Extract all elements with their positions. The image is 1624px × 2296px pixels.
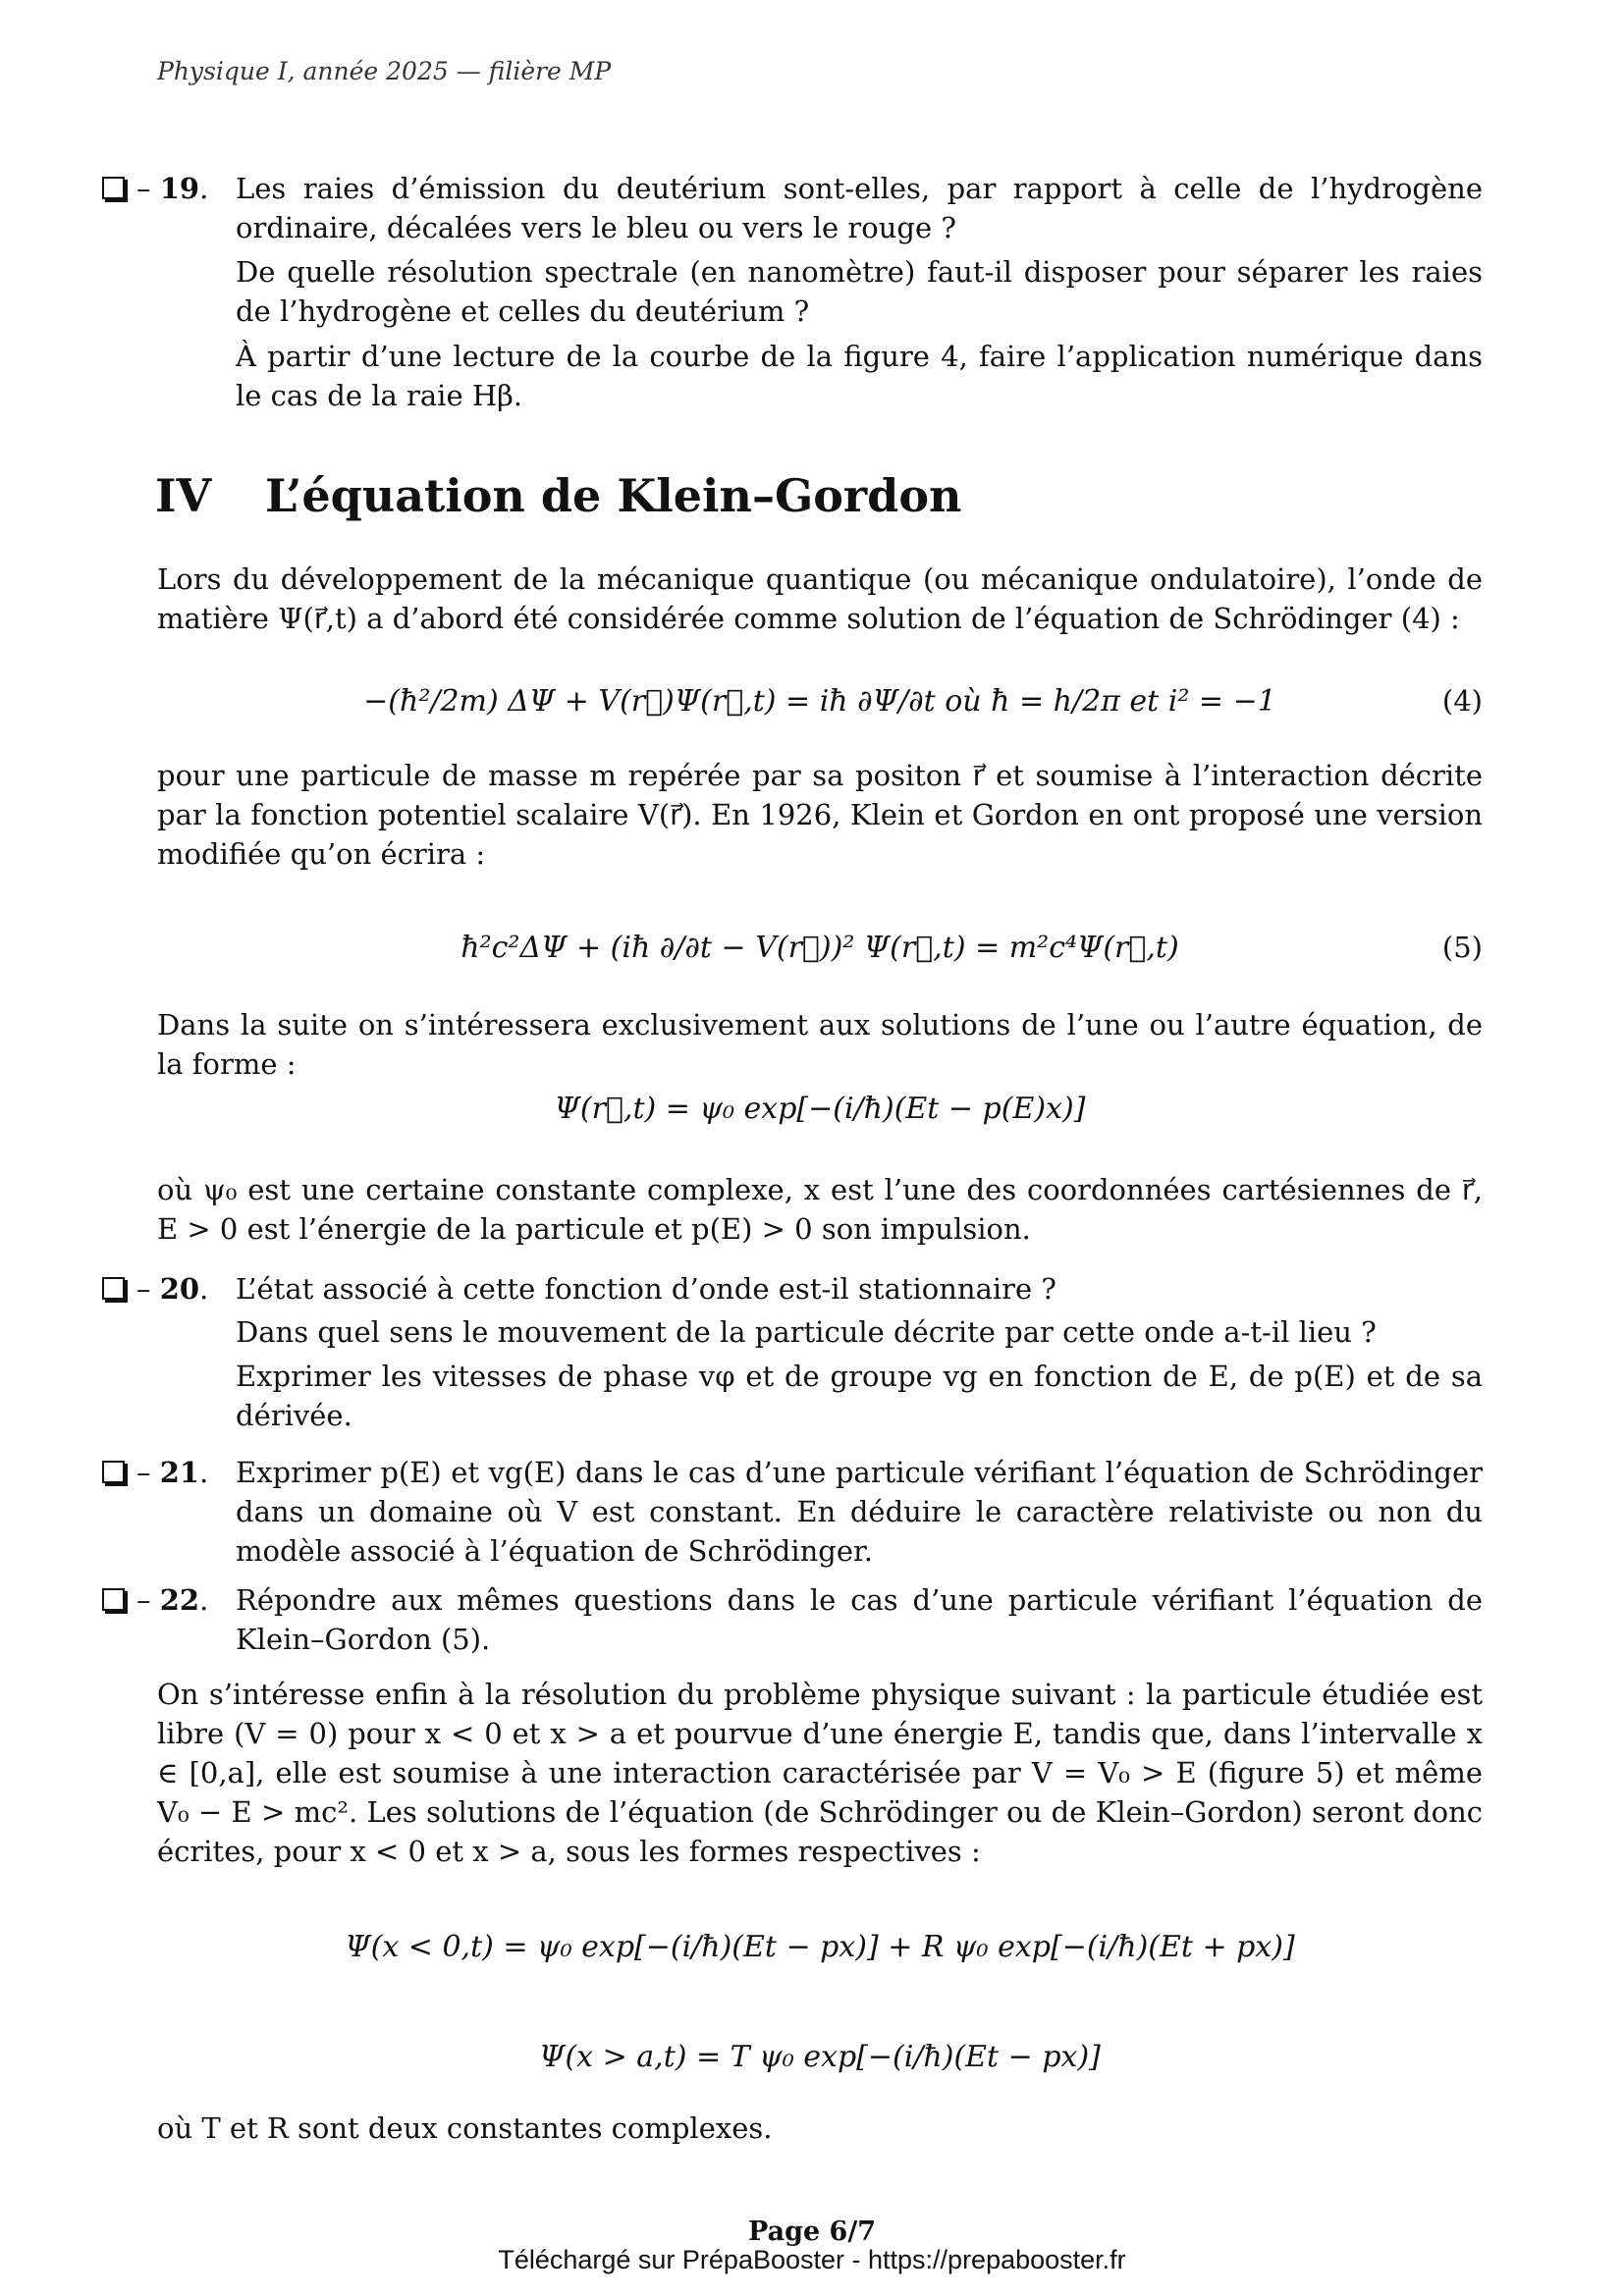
equation-4: −(ħ²/2m) ΔΨ + V(r⃗)Ψ(r⃗,t) = iħ ∂Ψ/∂t où ħ = h/2π et i² = −1: [363, 684, 1276, 719]
equation-5-number: (5): [1441, 931, 1483, 964]
question-20-marker: – 20.: [102, 1269, 208, 1308]
question-number: 22: [159, 1583, 200, 1617]
paragraph-final: où T et R sont deux constantes complexes.: [157, 2111, 773, 2145]
section-number: IV: [155, 469, 212, 522]
question-22-marker: – 22.: [102, 1580, 208, 1620]
checkbox-icon: [102, 1277, 125, 1300]
section-title: [155, 469, 961, 522]
paragraph-problem: On s’intéresse enfin à la résolution du problème physique suivant : la particule étudiée est libre (V = 0) pour x < 0 et x > a et pourvue d’une énergie E, tandis que, dans l’intervalle x ∈ [0,a], elle est soumise à une interaction caractérisée par V = V₀ > E (figure 5) et même V₀ − E > mc². Les solutions de l’équation (de Schrödinger ou de Klein–Gordon) seront donc écrites, pour x < 0 et x > a, sous les formes respectives :: [157, 1678, 1483, 1868]
question-20-p1: L’état associé à cette fonction d’onde est-il stationnaire ?: [236, 1272, 1056, 1306]
page-number: Page 6/7: [748, 2216, 876, 2247]
question-20-p2: Dans quel sens le mouvement de la particule décrite par cette onde a-t-il lieu ?: [236, 1315, 1377, 1349]
intro-paragraph: Lors du développement de la mécanique quantique (ou mécanique ondulatoire), l’onde de matière Ψ(r⃗,t) a d’abord été considérée comme solution de l’équation de Schrödinger (4) :: [157, 562, 1483, 635]
checkbox-icon: [102, 1588, 125, 1611]
question-19-p2: De quelle résolution spectrale (en nanomètre) faut-il disposer pour séparer les raies de l’hydrogène et celles du deutérium ?: [236, 255, 1483, 328]
equation-right-region: Ψ(x > a,t) = T ψ₀ exp[−(i/ħ)(Et − px)]: [539, 2040, 1101, 2074]
question-number: 19: [159, 172, 200, 205]
equation-4-number: (4): [1441, 684, 1483, 718]
checkbox-icon: [102, 177, 125, 199]
paragraph-after-eq4: pour une particule de masse m repérée par sa positon r⃗ et soumise à l’interaction décrite par la fonction potentiel scalaire V(r⃗). En 1926, Klein et Gordon en ont proposé une version modifiée qu’on écrira :: [157, 759, 1483, 871]
equation-left-region: Ψ(x < 0,t) = ψ₀ exp[−(i/ħ)(Et − px)] + R ψ₀ exp[−(i/ħ)(Et + px)]: [345, 1930, 1295, 1964]
equation-wave-form: Ψ(r⃗,t) = ψ₀ exp[−(i/ħ)(Et − p(E)x)]: [554, 1092, 1086, 1126]
paragraph-after-eq5: Dans la suite on s’intéressera exclusivement aux solutions de l’une ou l’autre équation, de la forme :: [157, 1008, 1483, 1081]
question-number: 21: [159, 1456, 200, 1489]
question-19-p3: À partir d’une lecture de la courbe de la figure 4, faire l’application numérique dans le cas de la raie Hβ.: [236, 340, 1483, 412]
download-source: Téléchargé sur PrépaBooster - https://prepabooster.fr: [498, 2245, 1126, 2274]
question-19-p1: Les raies d’émission du deutérium sont-elles, par rapport à celle de l’hydrogène ordinaire, décalées vers le bleu ou vers le rouge ?: [236, 172, 1483, 244]
running-header: Physique I, année 2025 — filière MP: [157, 57, 612, 85]
question-number: 20: [159, 1272, 200, 1306]
section-heading: L’équation de Klein–Gordon: [265, 469, 962, 522]
question-22-p1: Répondre aux mêmes questions dans le cas d’une particule vérifiant l’équation de Klein–Gordon (5).: [236, 1583, 1483, 1656]
checkbox-icon: [102, 1461, 125, 1483]
question-19-marker: – 19.: [102, 169, 208, 208]
question-20-p3: Exprimer les vitesses de phase vφ et de groupe vg en fonction de E, de p(E) et de sa dérivée.: [236, 1360, 1483, 1432]
question-21-marker: – 21.: [102, 1453, 208, 1492]
question-21-p1: Exprimer p(E) et vg(E) dans le cas d’une particule vérifiant l’équation de Schrödinger dans un domaine où V est constant. En déduire le caractère relativiste ou non du modèle associé à l’équation de Schrödinger.: [236, 1456, 1483, 1568]
equation-5: ħ²c²ΔΨ + (iħ ∂/∂t − V(r⃗))² Ψ(r⃗,t) = m²c⁴Ψ(r⃗,t): [460, 931, 1179, 965]
paragraph-where: où ψ₀ est une certaine constante complexe, x est l’une des coordonnées cartésiennes de r⃗, E > 0 est l’énergie de la particule et p(E) > 0 son impulsion.: [157, 1173, 1483, 1246]
